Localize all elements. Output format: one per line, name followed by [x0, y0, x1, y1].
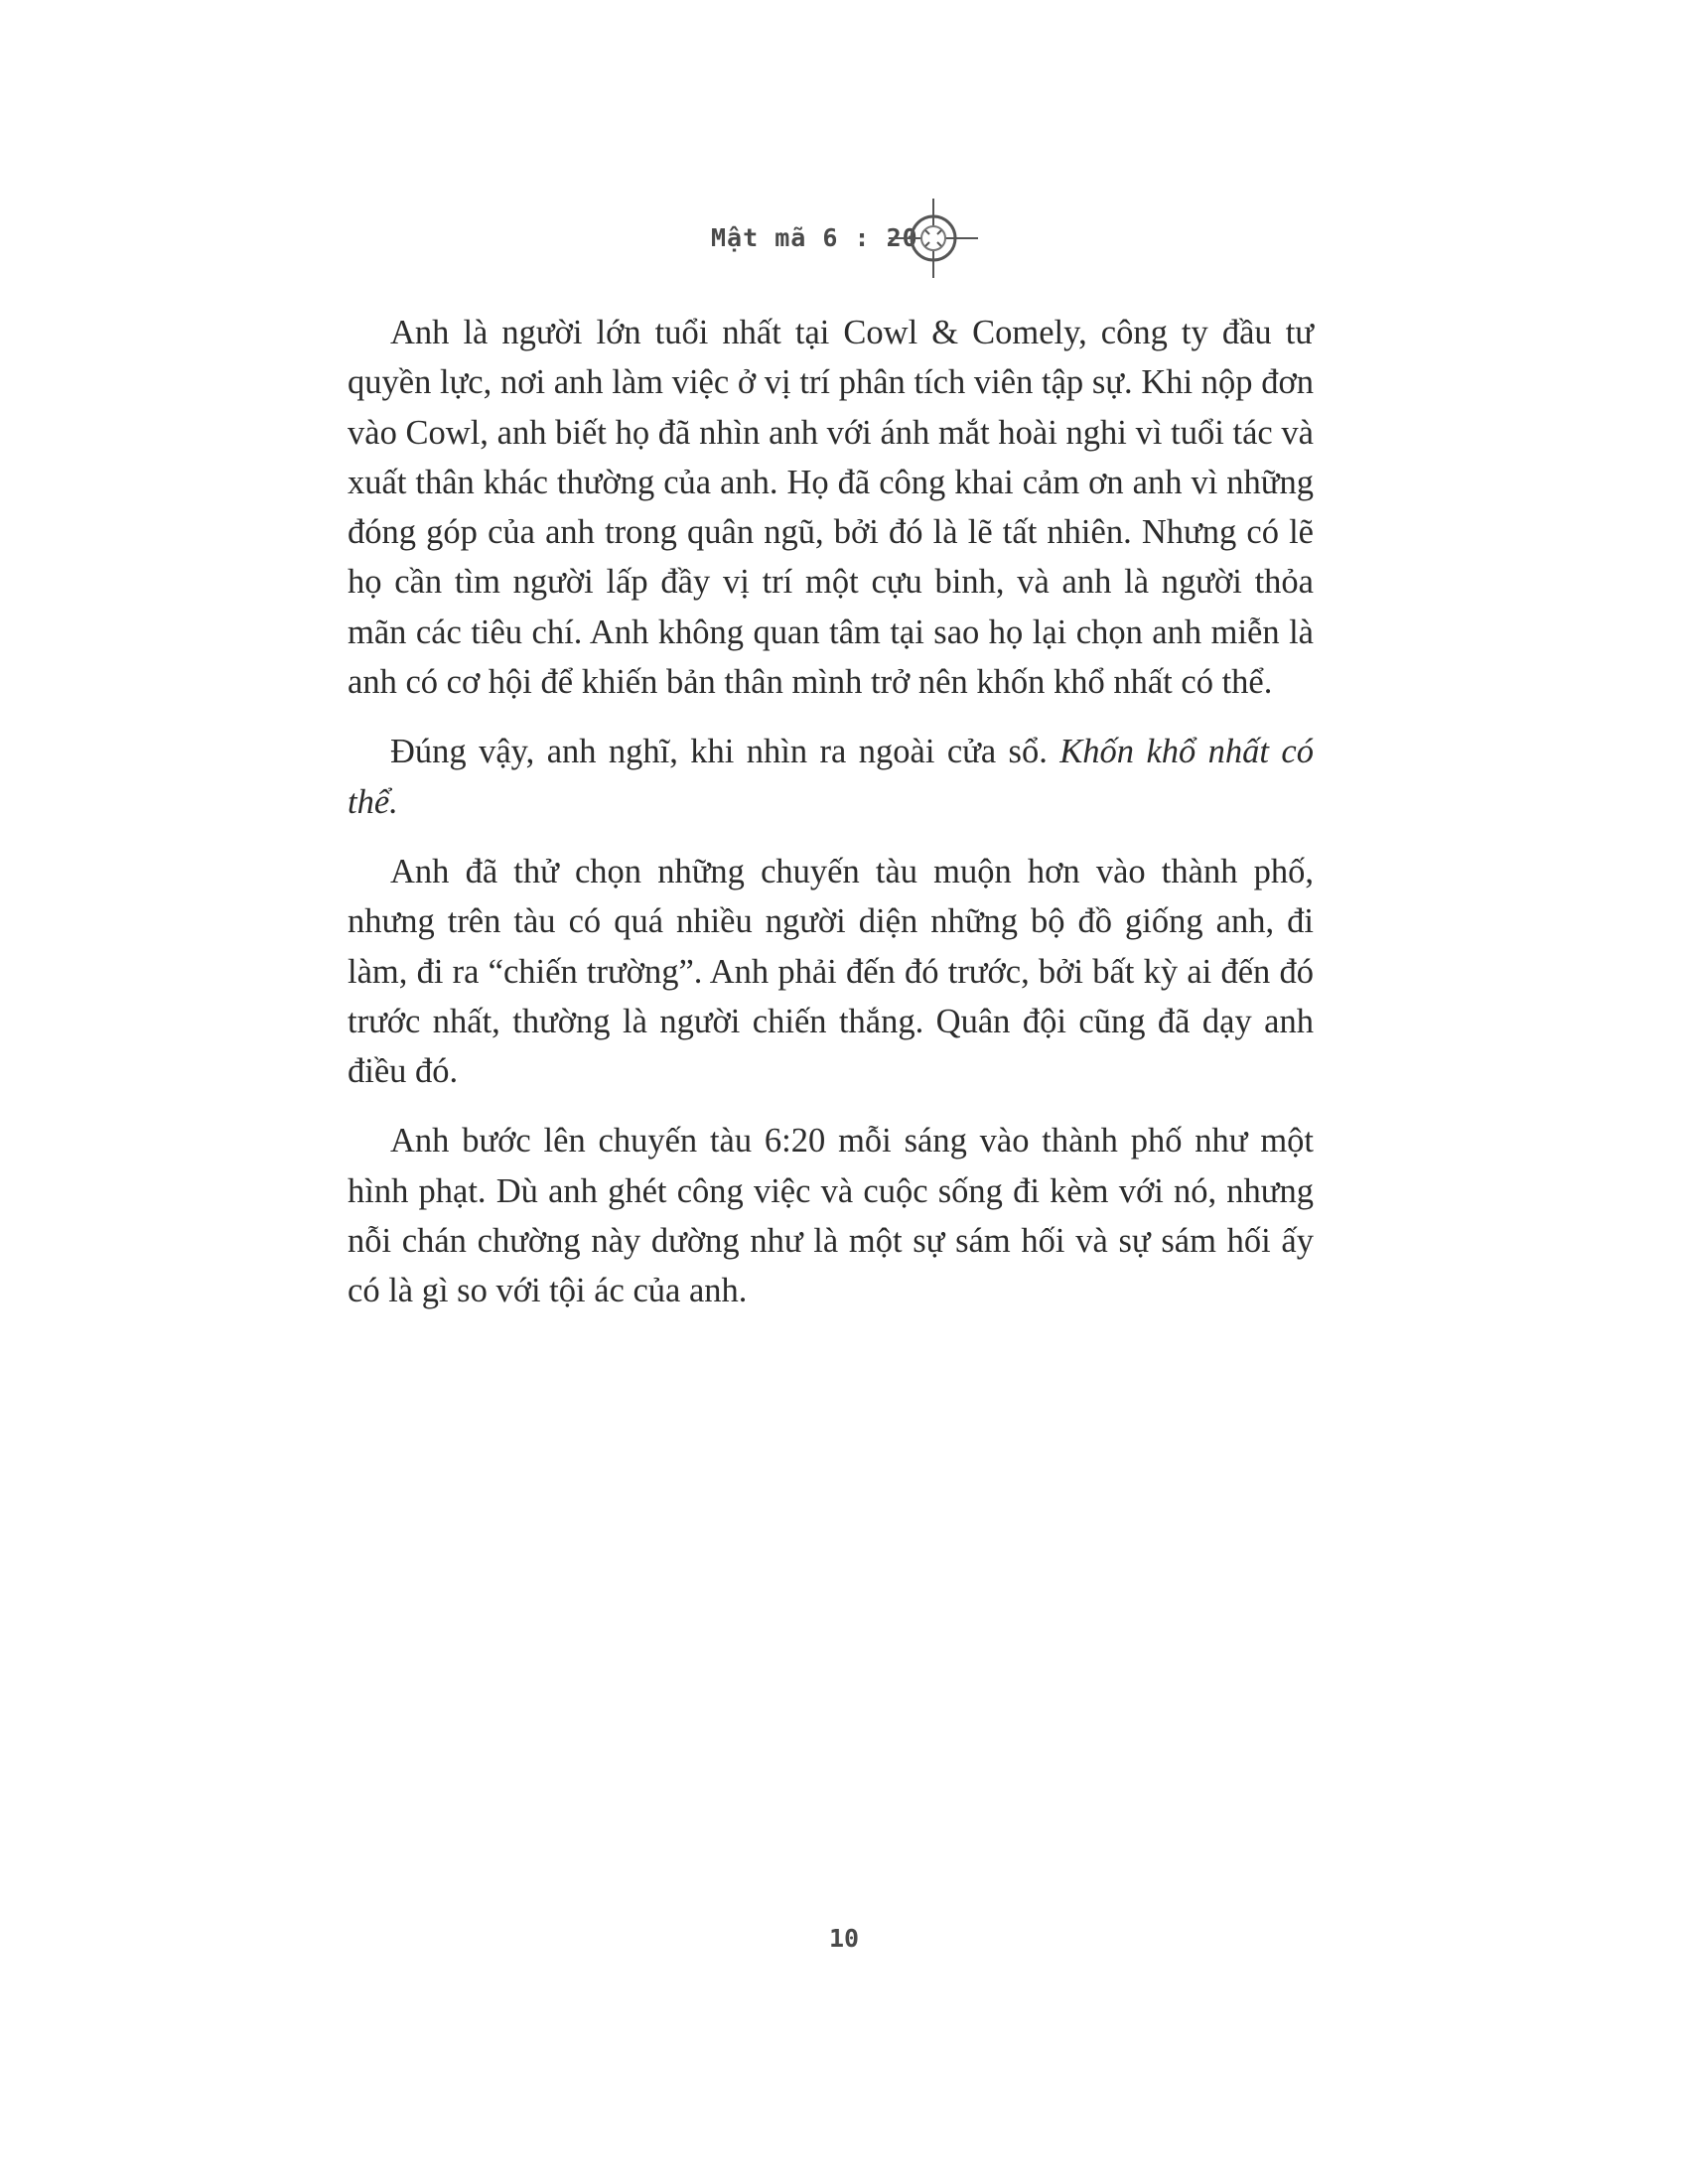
paragraph	[348, 727, 1314, 827]
running-header	[596, 194, 1092, 293]
paragraph-italic-text: Khốn khổ nhất có thể.	[348, 733, 1314, 821]
paragraph: Anh bước lên chuyến tàu 6:20 mỗi sáng vào thành phố như một hình phạt. Dù anh ghét công việc và cuộc sống đi kèm với nó, nhưng nỗi chán chường này dường như là một sự sám hối và sự sám hối ấy có là gì so với tội ác của anh.	[348, 1122, 1314, 1310]
paragraph: Anh đã thử chọn những chuyến tàu muộn hơn vào thành phố, nhưng trên tàu có quá nhiều người diện những bộ đồ giống anh, đi làm, đi ra “chiến trường”. Anh phải đến đó trước, bởi bất kỳ ai đến đó trước nhất, thường là người chiến thắng. Quân đội cũng đã dạy anh điều đó.	[348, 852, 1314, 1091]
crosshair-icon	[889, 194, 978, 283]
running-header-title: Mật mã 6 : 20	[711, 223, 918, 252]
paragraph-text: Đúng vậy, anh nghĩ, khi nhìn ra ngoài cửa sổ.	[390, 733, 1060, 771]
paragraph: Anh là người lớn tuổi nhất tại Cowl & Comely, công ty đầu tư quyền lực, nơi anh làm việc ở vị trí phân tích viên tập sự. Khi nộp đơn vào Cowl, anh biết họ đã nhìn anh với ánh mắt hoài nghi vì tuổi tác và xuất thân khác thường của anh. Họ đã công khai cảm ơn anh vì những đóng góp của anh trong quân ngũ, bởi đó là lẽ tất nhiên. Nhưng có lẽ họ cần tìm người lấp đầy vị trí một cựu binh, và anh là người thỏa mãn các tiêu chí. Anh không quan tâm tại sao họ lại chọn anh miễn là anh có cơ hội để khiến bản thân mình trở nên khốn khổ nhất có thể.	[348, 314, 1314, 702]
page-number: 10	[828, 1924, 860, 1953]
body-text	[348, 308, 1314, 1336]
